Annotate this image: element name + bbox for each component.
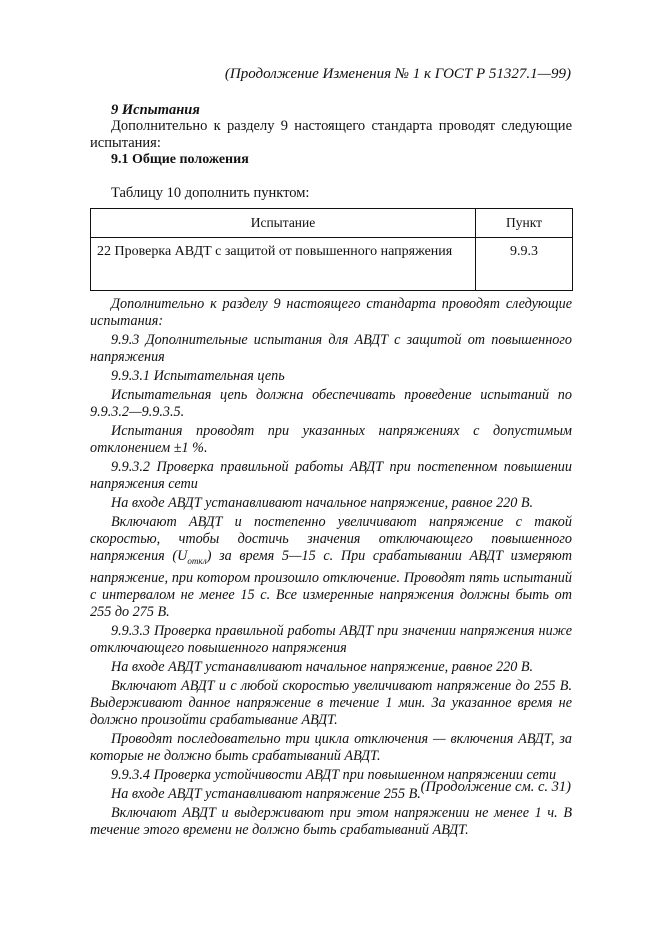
paragraph: Включают АВДТ и с любой скоростью увеличивают напряжение до 255 В. Выдерживают данное напряжение в течение 1 мин. За указанное время не должно произойти срабатывание АВДТ. (90, 677, 572, 728)
paragraph: 9.9.3 Дополнительные испытания для АВДТ с защитой от повышенного напряжения (90, 332, 572, 365)
table-cell-test: 22 Проверка АВДТ с защитой от повышенного напряжения (91, 238, 476, 291)
paragraph-part: ) за время 5—15 с. При срабатывании АВДТ измеряют напряжение, при котором произошло отключение. Проводят пять испытаний с интервалом не менее 15 с. Все измеренные напряжения должны быть от 255 до 275 В. (90, 548, 572, 620)
table-row (91, 238, 573, 291)
continuation-note: (Продолжение см. с. 31) (420, 779, 571, 795)
subsection-title: 9.1 Общие положения (111, 152, 249, 167)
body-text (90, 296, 572, 841)
paragraph: Проводят последовательно три цикла отключения — включения АВДТ, за которые не должно быть срабатываний АВДТ. (90, 730, 572, 764)
page-header: (Продолжение Изменения № 1 к ГОСТ Р 51327.1—99) (224, 66, 571, 82)
table-header-test: Испытание (91, 209, 476, 238)
paragraph: Испытания проводят при указанных напряжениях с допустимым отклонением ±1 %. (90, 423, 572, 456)
section-intro: Дополнительно к разделу 9 настоящего стандарта проводят следующие испытания: (90, 118, 572, 151)
table-header-clause: Пункт (476, 209, 573, 238)
table-header-row (91, 209, 573, 238)
paragraph: На входе АВДТ устанавливают начальное напряжение, равное 220 В. (111, 658, 534, 675)
paragraph (90, 514, 572, 621)
table-cell-clause: 9.9.3 (476, 238, 573, 291)
paragraph: 9.9.3.3 Проверка правильной работы АВДТ при значении напряжения ниже отключающего повышенного напряжения (90, 622, 572, 656)
paragraph: На входе АВДТ устанавливают напряжение 255 В. (111, 785, 421, 802)
table-intro: Таблицу 10 дополнить пунктом: (111, 185, 310, 201)
section-title: 9 Испытания (111, 102, 200, 118)
paragraph: 9.9.3.1 Испытательная цепь (111, 368, 285, 384)
paragraph: Испытательная цепь должна обеспечивать проведение испытаний по 9.9.3.2—9.9.3.5. (90, 387, 572, 420)
paragraph: 9.9.3.2 Проверка правильной работы АВДТ при постепенном повышении напряжения сети (90, 459, 572, 492)
paragraph: На входе АВДТ устанавливают начальное напряжение, равное 220 В. (111, 495, 534, 511)
paragraph: Дополнительно к разделу 9 настоящего стандарта проводят следующие испытания: (90, 296, 572, 329)
paragraph: 9.9.3.4 Проверка устойчивости АВДТ при повышенном напряжении сети (111, 766, 557, 783)
paragraph-part: Включают АВДТ и постепенно увеличивают напряжение с такой скоростью, чтобы достичь значения отключающего повышенного напряжения (U (90, 514, 572, 564)
tests-table (90, 208, 573, 291)
subscript: откл (187, 555, 207, 566)
paragraph: Включают АВДТ и выдерживают при этом напряжении не менее 1 ч. В течение этого времени не должно быть срабатываний АВДТ. (90, 804, 572, 838)
